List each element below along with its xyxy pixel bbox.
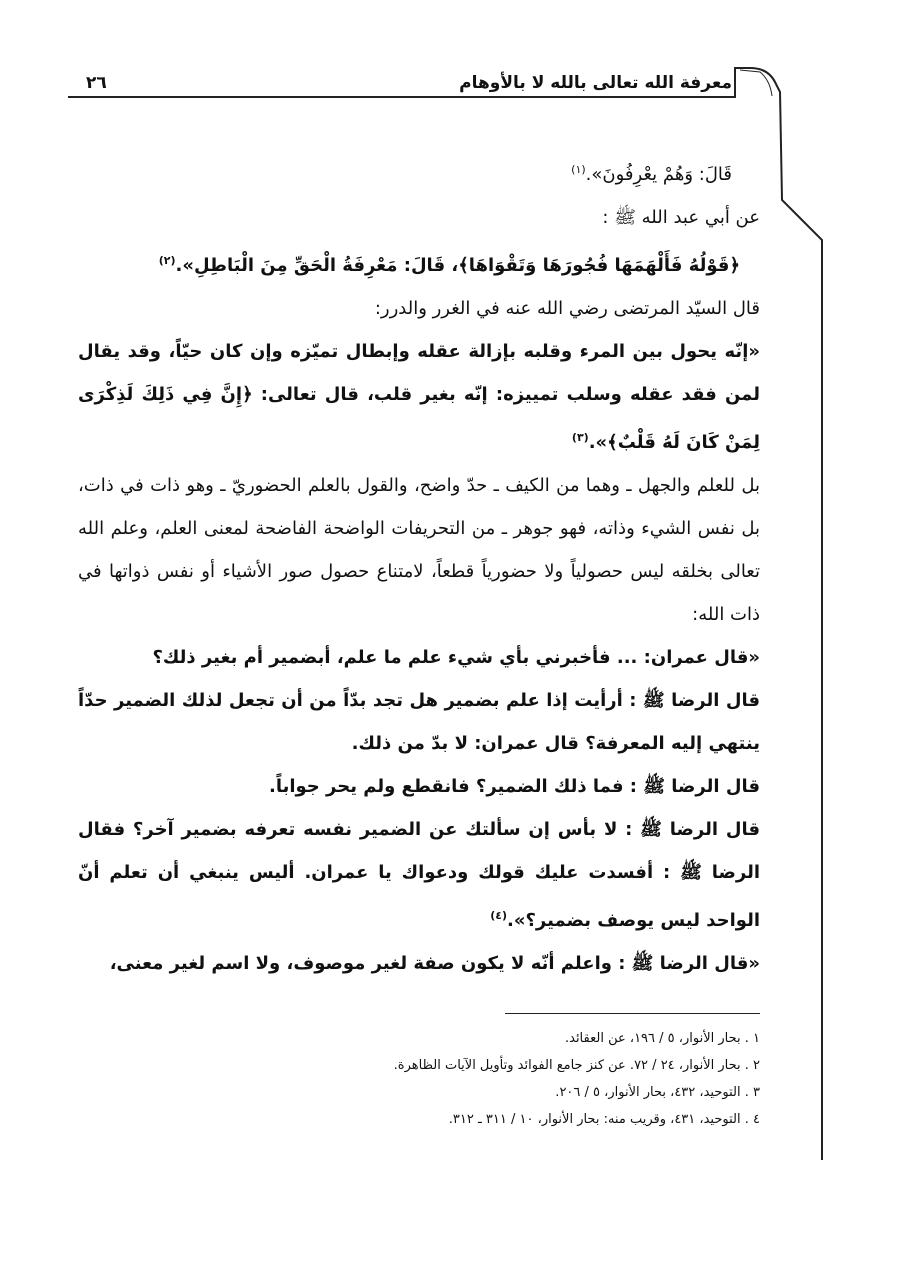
quote-line: قَالَ: وَهُمْ يعْرِفُونَ».$^{(١)}$ <box>571 163 732 185</box>
paragraph: بل للعلم والجهل ـ وهما من الكيف ـ حدّ واضح، والقول بالعلم الحضوريّ ـ وهو ذات في ذات، بل نفس الشيء وذاته، فهو جوهر ـ من التحريفات الواضحة الفاضحة لمعنى العلم، وعلم الله تعالى بخلقه ليس حصولياً ولا حضورياً قطعاً، لامتناع حصول صور الأشياء أو نفس ذواتها في ذات الله: <box>78 475 760 625</box>
quran-quote: ﴿قَوْلُهُ فَأَلْهَمَهَا فُجُورَهَا وَتَقْوَاهَا﴾، قَالَ: مَعْرِفَةُ الْحَقِّ مِنَ الْبَاطِلِ».$^{(٢)}$ <box>158 254 740 276</box>
footnote-ref: (١) <box>571 163 586 176</box>
paragraph: عن أبي عبد الله ﷺ : <box>602 207 760 228</box>
hadith-line: قال الرضا ﷺ : فما ذلك الضمير؟ فانقطع ولم يحر جواباً. <box>268 776 760 797</box>
footnote-ref: (٢) <box>158 254 176 267</box>
footnote: ١ . بحار الأنوار، ٥ / ١٩٦، عن العقائد. <box>564 1031 760 1046</box>
footnote-ref: (٣) <box>571 431 589 444</box>
hadith-line: قال الرضا ﷺ : لا بأس إن سألتك عن الضمير نفسه تعرفه بضمير آخر؟ فقال الرضا ﷺ : أفسدت عليك قولك ودعواك يا عمران. أليس ينبغي أن تعلم أنّ الواحد ليس يوصف بضمير؟».$^{(٤)}$ <box>78 819 760 931</box>
running-header-title: معرفة الله تعالى بالله لا بالأوهام <box>459 73 732 93</box>
footnotes <box>200 1025 760 1133</box>
hadith-line: قال الرضا ﷺ : أرأيت إذا علم بضمير هل تجد بدّاً من أن تجعل لذلك الضمير حدّاً ينتهي إليه المعرفة؟ قال عمران: لا بدّ من ذلك. <box>78 690 760 754</box>
quote-block: «إنّه يحول بين المرء وقلبه بإزالة عقله وإبطال تميّزه وإن كان حيّاً، وقد يقال لمن فقد عقله وسلب تمييزه: إنّه بغير قلب، قال تعالى: ﴿إِنَّ فِي ذَلِكَ لَذِكْرَى لِمَنْ كَانَ لَهُ قَلْبٌ﴾».$^{(٣)}$ <box>78 341 760 453</box>
main-text <box>78 148 760 985</box>
hadith-line: «قال الرضا ﷺ : واعلم أنّه لا يكون صفة لغير موصوف، ولا اسم لغير معنى، <box>109 953 760 974</box>
paragraph: قال السيّد المرتضى رضي الله عنه في الغرر والدرر: <box>374 298 760 319</box>
footnote: ٣ . التوحيد، ٤٣٢، بحار الأنوار، ٥ / ٢٠٦. <box>555 1085 760 1100</box>
footnote-ref: (٤) <box>490 909 507 922</box>
footnote: ٤ . التوحيد، ٤٣١، وقريب منه: بحار الأنوار، ١٠ / ٣١١ ـ ٣١٢. <box>448 1112 760 1127</box>
footnote: ٢ . بحار الأنوار، ٢٤ / ٧٢. عن كنز جامع الفوائد وتأويل الآيات الظاهرة. <box>393 1058 760 1073</box>
hadith-line: «قال عمران: ... فأخبرني بأي شيء علم ما علم، أبضمير أم بغير ذلك؟ <box>152 647 760 668</box>
footnote-divider <box>505 1013 760 1014</box>
page-number: ٢٦ <box>86 73 107 93</box>
